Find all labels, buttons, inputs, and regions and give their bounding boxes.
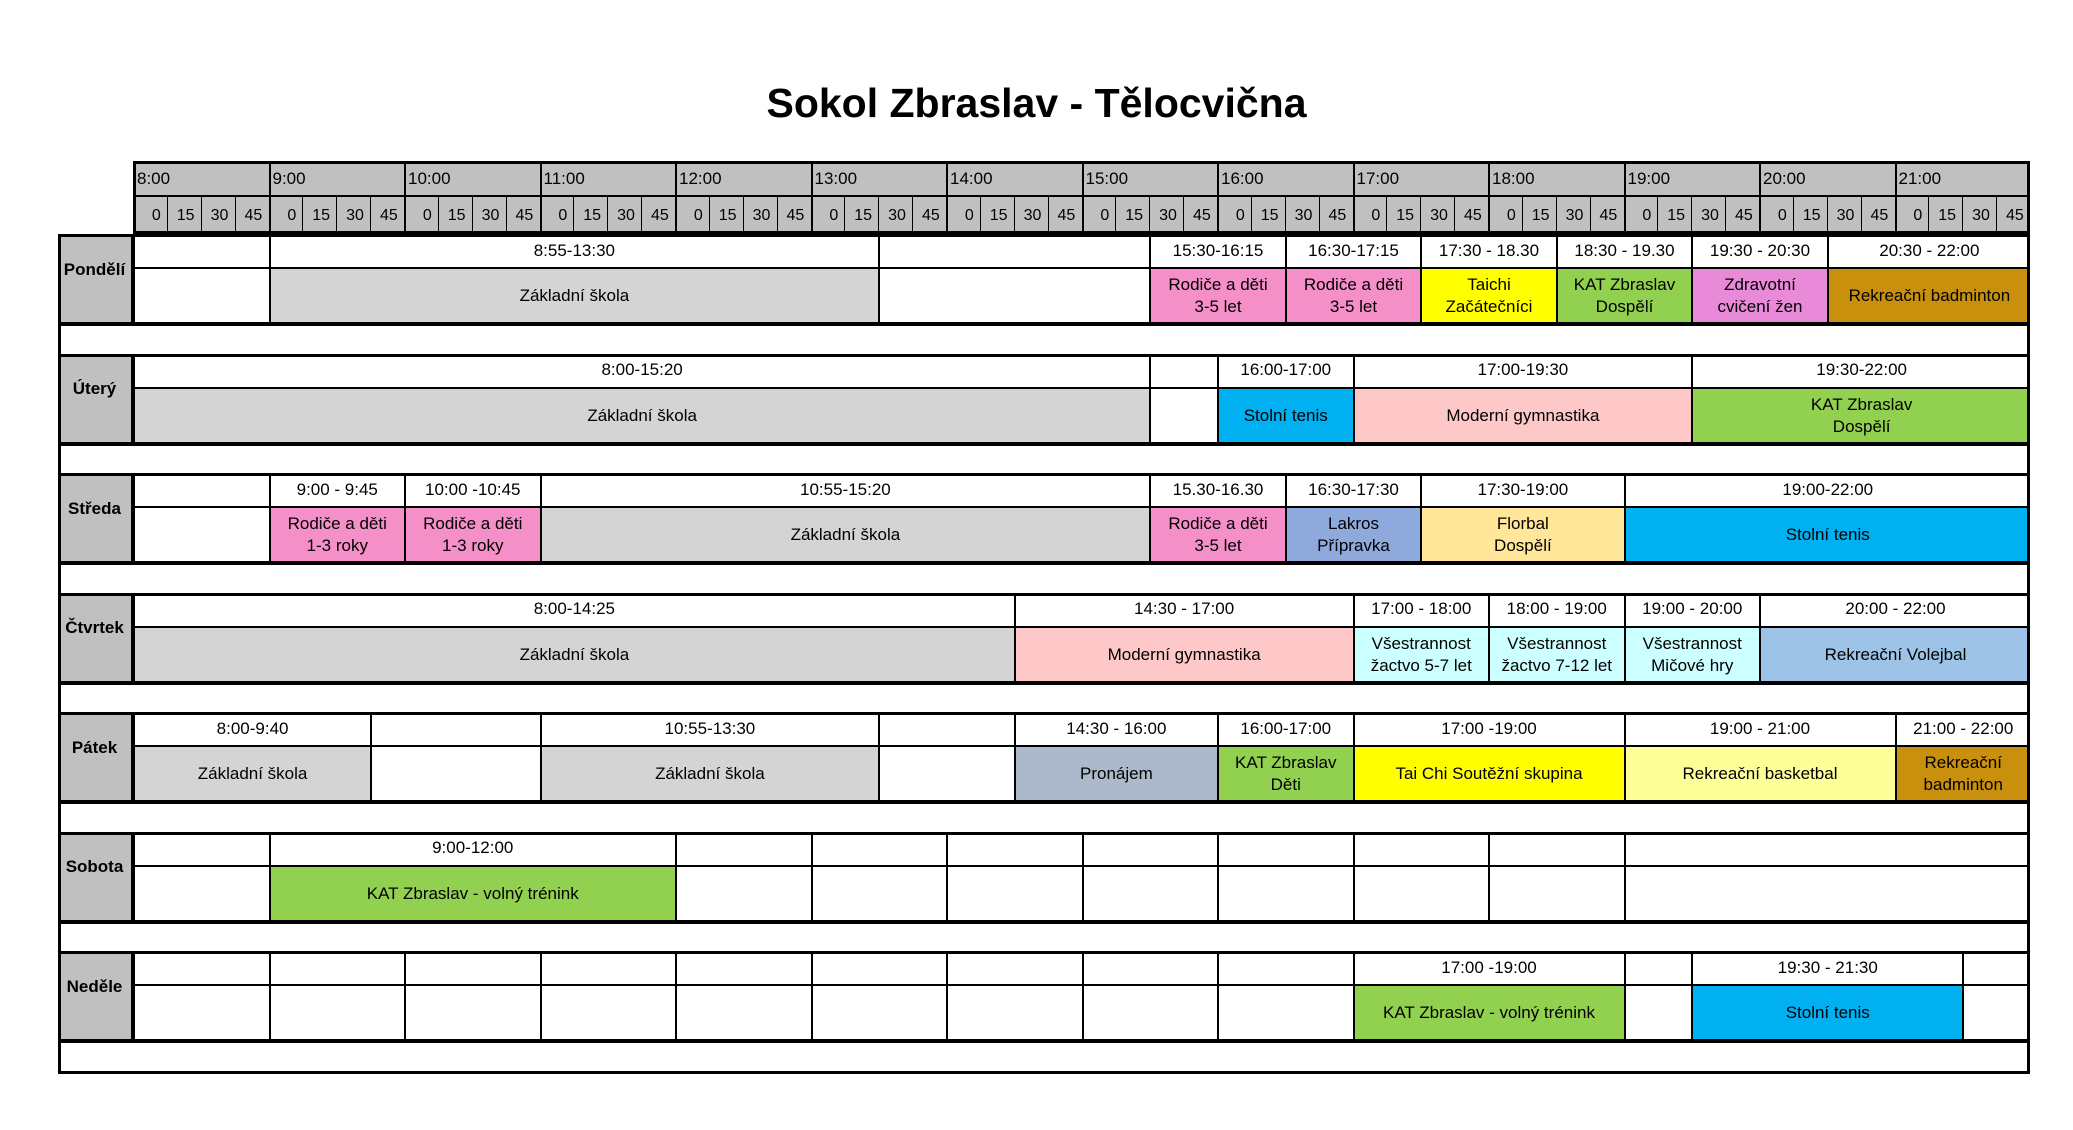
minute-label: 15 [854,207,873,224]
empty-slot [811,867,947,921]
empty-slot [133,986,269,1040]
slot-time: 16:30-17:15 [1285,234,1421,269]
activity-block: Stolní tenis [1691,986,1962,1040]
slot-time: 20:00 - 22:00 [1759,593,2030,628]
slot-time: 15:30-16:15 [1149,234,1285,269]
minute-label: 0 [693,207,703,224]
slot-time [878,712,1014,747]
slot-time: 16:00-17:00 [1217,354,1353,389]
activity-block: KAT Zbraslav Děti [1217,747,1353,801]
slot-time: 14:30 - 16:00 [1014,712,1217,747]
slot-time [1217,832,1353,867]
slot-time: 8:55-13:30 [269,234,879,269]
hour-label: 18:00 [1492,169,1535,188]
activity-block: Rodiče a děti 3-5 let [1149,508,1285,562]
minute-label: 45 [1057,207,1076,224]
activity-block: Moderní gymnastika [1353,389,1692,443]
activity-block: Základní škola [269,269,879,323]
empty-slot [370,747,539,801]
slot-time: 19:00-22:00 [1624,473,2031,508]
slot-time: 17:00 -19:00 [1353,712,1624,747]
slot-time [946,951,1082,986]
minute-label: 15 [1531,207,1550,224]
hour-label: 21:00 [1898,169,1942,188]
minute-label: 0 [1100,207,1110,224]
activity-block: KAT Zbraslav Dospělí [1556,269,1692,323]
slot-time: 9:00-12:00 [269,832,676,867]
row-spacer [58,682,2030,716]
minute-label: 45 [786,207,805,224]
minute-label: 15 [1260,207,1279,224]
minute-label: 30 [888,207,906,224]
minute-label: 15 [1667,207,1686,224]
activity-block: Rekreační basketbal [1624,747,1895,801]
slot-time [540,951,676,986]
hour-label: 9:00 [272,169,306,188]
minute-label: 0 [151,207,161,224]
day-label: Pondělí [58,234,133,323]
hour-label: 10:00 [408,169,451,188]
empty-slot [1082,867,1218,921]
activity-block: Rodiče a děti 3-5 let [1285,269,1421,323]
slot-time [1962,951,2030,986]
minute-label: 30 [1565,207,1584,224]
minute-label: 30 [1836,207,1855,224]
slot-time: 14:30 - 17:00 [1014,593,1353,628]
hour-label: 14:00 [950,169,993,188]
activity-block: Rodiče a děti 1-3 roky [269,508,405,562]
minute-label: 30 [210,207,229,224]
minute-label: 30 [1294,207,1313,224]
minute-label: 0 [964,207,974,224]
empty-slot [133,508,269,562]
slot-time [1488,832,1624,867]
slot-time: 17:00 - 18:00 [1353,593,1489,628]
hour-label: 17:00 [1356,169,1400,188]
minute-label: 0 [1642,207,1652,224]
activity-block: Základní škola [133,747,370,801]
slot-time: 19:00 - 21:00 [1624,712,1895,747]
minute-label: 45 [1464,207,1482,224]
activity-block: Moderní gymnastika [1014,628,1353,682]
slot-time [1082,832,1218,867]
minute-label: 30 [1023,207,1042,224]
slot-time: 17:30-19:00 [1420,473,1623,508]
activity-block: Rekreační badminton [1827,269,2030,323]
hour-label: 12:00 [679,169,722,188]
slot-time: 21:00 - 22:00 [1895,712,2031,747]
slot-time [133,234,269,269]
day-label: Pátek [58,712,133,801]
slot-time [1624,832,2031,867]
activity-block: Rekreační badminton [1895,747,2031,801]
slot-time [675,832,811,867]
slot-time [811,951,947,986]
slot-time: 16:00-17:00 [1217,712,1353,747]
minute-label: 30 [1430,207,1448,224]
minute-label: 0 [1235,207,1245,224]
minute-label: 45 [651,207,669,224]
activity-block: Stolní tenis [1624,508,2031,562]
slot-time [1149,354,1217,389]
hour-label: 11:00 [543,169,585,188]
empty-slot [675,867,811,921]
slot-time: 9:00 - 9:45 [269,473,405,508]
empty-slot [1488,867,1624,921]
slot-time [133,951,269,986]
slot-time: 19:00 - 20:00 [1624,593,1760,628]
slot-time: 10:00 -10:45 [404,473,540,508]
activity-block: Základní škola [540,508,1150,562]
minute-label: 0 [1913,207,1923,224]
slot-time: 19:30 - 20:30 [1691,234,1827,269]
minute-label: 45 [1599,207,1618,224]
slot-time: 8:00-9:40 [133,712,370,747]
minute-label: 15 [718,207,737,224]
activity-block: Základní škola [133,389,1149,443]
minute-label: 45 [380,207,398,224]
minute-label: 45 [2006,207,2024,224]
row-spacer [58,323,2030,357]
day-label: Středa [58,473,133,562]
slot-time: 18:00 - 19:00 [1488,593,1624,628]
minute-label: 30 [1972,207,1990,224]
hour-label: 19:00 [1627,169,1671,188]
minute-label: 0 [287,207,297,224]
slot-time [1353,832,1489,867]
activity-block: Zdravotní cvičení žen [1691,269,1827,323]
activity-block: Základní škola [540,747,879,801]
slot-time: 17:00 -19:00 [1353,951,1624,986]
slot-time: 10:55-13:30 [540,712,879,747]
minute-label: 15 [447,207,466,224]
activity-block: Rodiče a děti 3-5 let [1149,269,1285,323]
slot-time [133,473,269,508]
minute-label: 45 [1193,207,1211,224]
activity-block: Všestrannost žactvo 5-7 let [1353,628,1489,682]
slot-time [1217,951,1353,986]
minute-label: 15 [312,207,331,224]
activity-block: Rekreační Volejbal [1759,628,2030,682]
activity-block: Florbal Dospělí [1420,508,1623,562]
minute-label: 0 [422,207,432,224]
minute-label: 15 [176,207,195,224]
minute-label: 15 [989,207,1008,224]
activity-block: Tai Chi Soutěžní skupina [1353,747,1624,801]
slot-time [404,951,540,986]
day-label: Sobota [58,832,133,921]
empty-slot [946,986,1082,1040]
activity-block: KAT Zbraslav Dospělí [1691,389,2030,443]
minute-label: 30 [346,207,364,224]
hour-label: 15:00 [1085,169,1129,188]
minute-label: 0 [829,207,839,224]
minute-label: 30 [617,207,635,224]
hour-header-frame [133,161,2030,234]
minute-label: 15 [1125,207,1144,224]
hour-label: 16:00 [1221,169,1264,188]
minute-label: 30 [752,207,771,224]
minute-label: 0 [1777,207,1787,224]
slot-time [269,951,405,986]
slot-time: 8:00-14:25 [133,593,1014,628]
activity-block: Lakros Přípravka [1285,508,1421,562]
slot-time: 20:30 - 22:00 [1827,234,2030,269]
row-spacer [58,801,2030,835]
hour-label: 20:00 [1763,169,1806,188]
slot-time: 15.30-16.30 [1149,473,1285,508]
slot-time: 8:00-15:20 [133,354,1149,389]
slot-time: 17:30 - 18.30 [1420,234,1556,269]
empty-slot [269,986,405,1040]
empty-slot [1624,867,2031,921]
empty-slot [1353,867,1489,921]
day-label: Neděle [58,951,133,1040]
empty-slot [1217,867,1353,921]
slot-time: 17:00-19:30 [1353,354,1692,389]
empty-slot [811,986,947,1040]
day-label: Úterý [58,354,133,443]
row-spacer [58,443,2030,477]
slot-time: 16:30-17:30 [1285,473,1421,508]
slot-time [133,832,269,867]
slot-time: 18:30 - 19.30 [1556,234,1692,269]
activity-block: Základní škola [133,628,1014,682]
minute-label: 30 [1701,207,1719,224]
empty-slot [404,986,540,1040]
minute-label: 15 [1396,207,1415,224]
slot-time: 10:55-15:20 [540,473,1150,508]
slot-time [675,951,811,986]
empty-slot [1149,389,1217,443]
slot-time [878,234,1149,269]
minute-label: 15 [1938,207,1957,224]
minute-label: 45 [1328,207,1347,224]
minute-label: 15 [1802,207,1821,224]
minute-label: 0 [1371,207,1381,224]
minute-label: 45 [244,207,263,224]
empty-slot [878,269,1149,323]
minute-label: 45 [922,207,940,224]
slot-time: 19:30-22:00 [1691,354,2030,389]
row-spacer [58,921,2030,955]
empty-slot [540,986,676,1040]
hour-label: 8:00 [137,169,171,188]
minute-label: 15 [583,207,602,224]
activity-block: KAT Zbraslav - volný trénink [269,867,676,921]
minute-label: 45 [515,207,534,224]
activity-block: Pronájem [1014,747,1217,801]
activity-block: Stolní tenis [1217,389,1353,443]
row-spacer [58,562,2030,596]
slot-time [811,832,947,867]
activity-block: Všestrannost Mičové hry [1624,628,1760,682]
minute-label: 0 [558,207,568,224]
activity-block: Taichi Začátečníci [1420,269,1556,323]
day-label: Čtvrtek [58,593,133,682]
slot-time [946,832,1082,867]
activity-block: KAT Zbraslav - volný trénink [1353,986,1624,1040]
slot-time [1082,951,1218,986]
activity-block: Všestrannost žactvo 7-12 let [1488,628,1624,682]
empty-slot [675,986,811,1040]
empty-slot [1082,986,1218,1040]
hour-label: 13:00 [814,169,858,188]
empty-slot [133,867,269,921]
minute-label: 30 [481,207,500,224]
row-spacer [58,1040,2030,1074]
minute-label: 45 [1870,207,1889,224]
page-title: Sokol Zbraslav - Tělocvična [766,80,1307,126]
slot-time: 19:30 - 21:30 [1691,951,1962,986]
slot-time [370,712,539,747]
minute-label: 30 [1159,207,1177,224]
empty-slot [1217,986,1353,1040]
slot-time [1624,951,1692,986]
empty-slot [946,867,1082,921]
empty-slot [1624,986,1692,1040]
empty-slot [1962,986,2030,1040]
minute-label: 45 [1735,207,1753,224]
empty-slot [133,269,269,323]
activity-block: Rodiče a děti 1-3 roky [404,508,540,562]
minute-label: 0 [1506,207,1516,224]
empty-slot [878,747,1014,801]
